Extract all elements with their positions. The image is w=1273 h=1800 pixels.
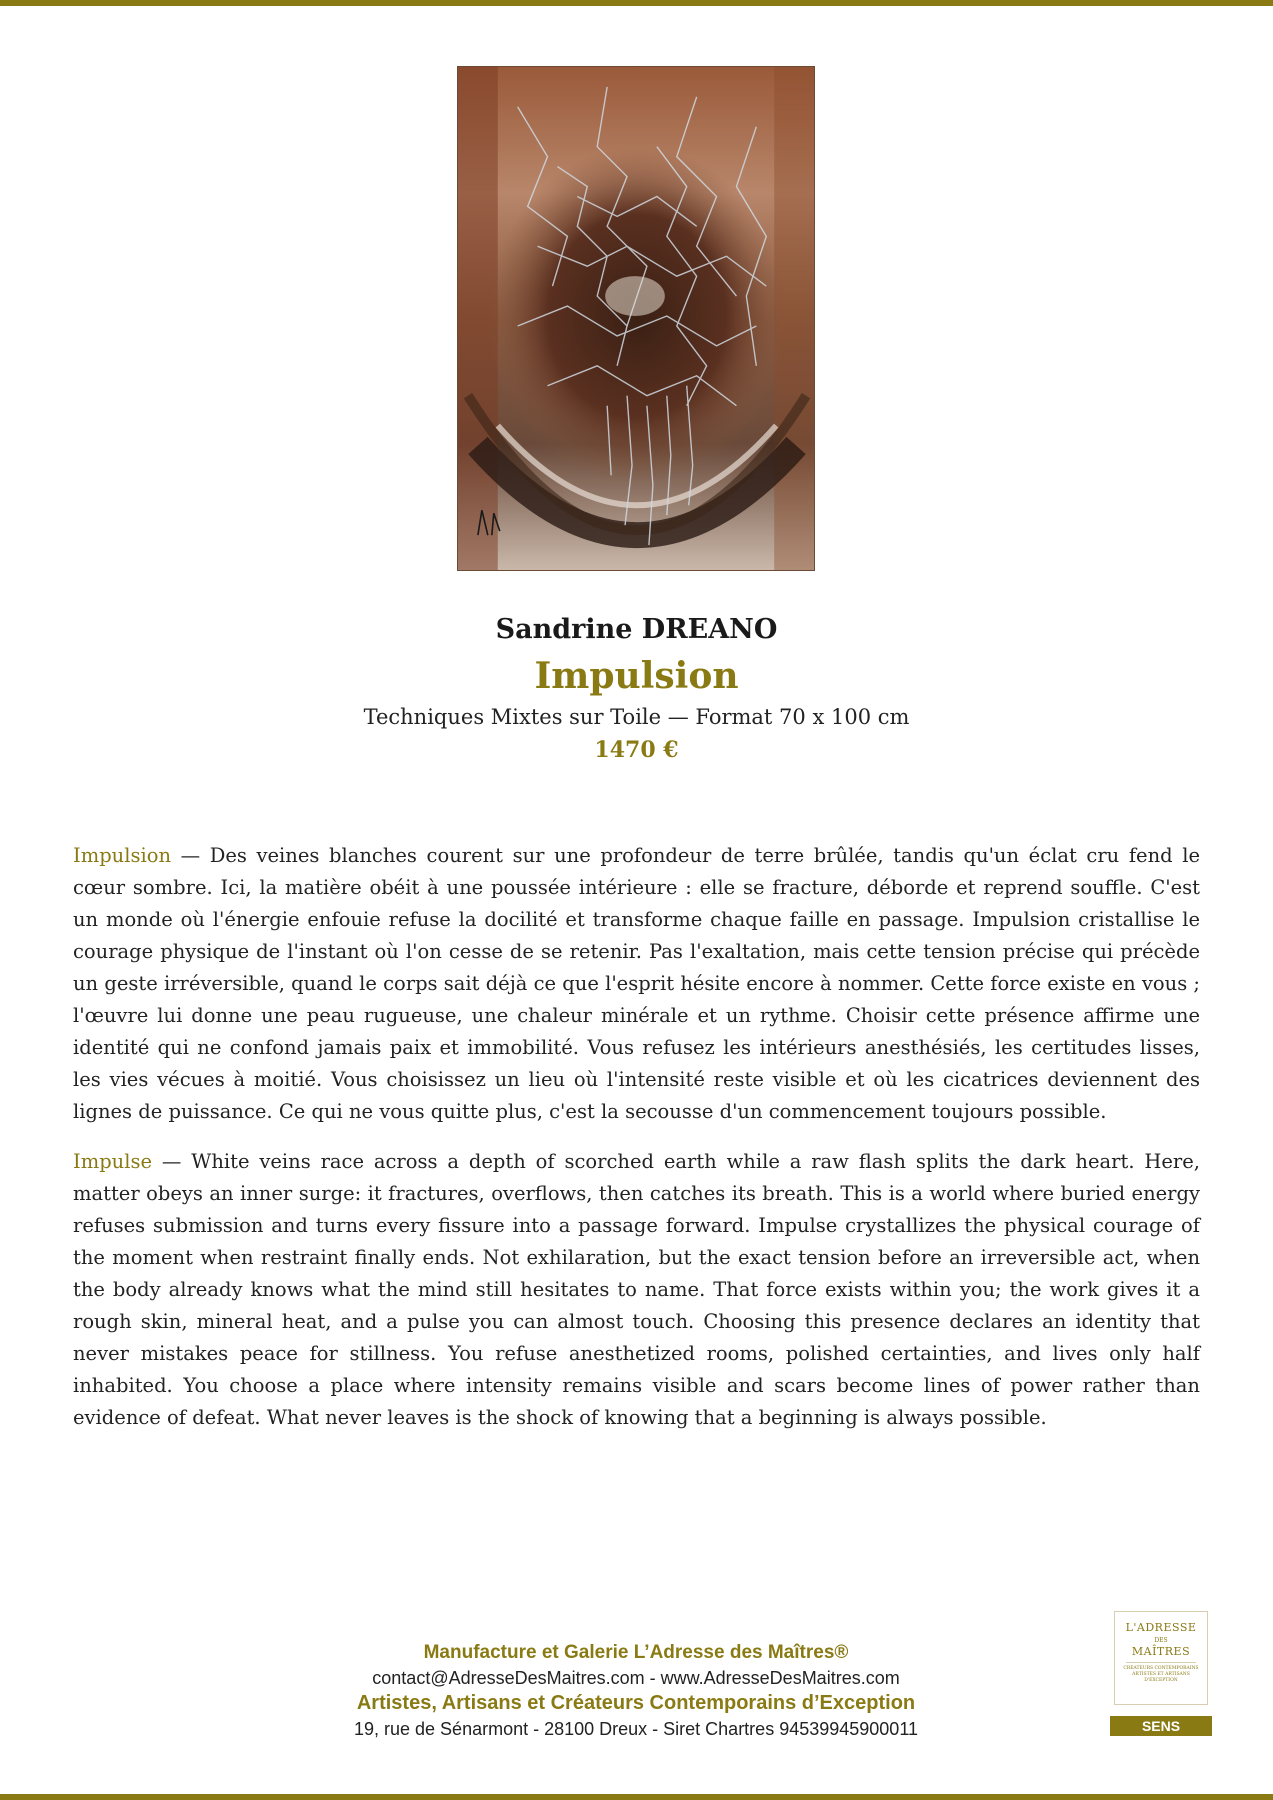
sens-badge: SENS: [1110, 1716, 1212, 1736]
footer-address: 19, rue de Sénarmont - 28100 Dreux - Siret Chartres 94539945900011: [353, 1719, 919, 1739]
description-fr: [73, 840, 1200, 1128]
description-en-body: — White veins race across a depth of scorched earth while a raw flash splits the dark heart. Here, matter obeys an inner surge: it fractures, overflows, then catches its breath. This is a world where buried energy refuses submission and turns every fissure into a passage forward. Impulse crystallizes the physical courage of the moment when restraint finally ends. Not exhilaration, but the exact tension before an irreversible act, when the body already knows what the mind still hesitates to name. That force exists within you; the work gives it a rough skin, mineral heat, and a pulse you can almost touch. Choosing this presence declares an identity that never mistakes peace for stillness. You refuse anesthetized rooms, polished certainties, and lives only half inhabited. You choose a place where intensity remains visible and scars become lines of power rather than evidence of defeat. What never leaves is the shock of knowing that a beginning is always possible.: [73, 1150, 1200, 1429]
artwork-image: [457, 66, 815, 571]
bottom-border: [0, 1794, 1273, 1800]
artwork-price: 1470 €: [594, 737, 679, 763]
logo-line-4: CRÉATEURS CONTEMPORAINS ARTISTES ET ARTISANS D'EXCEPTION: [1123, 1666, 1199, 1683]
description-fr-body: — Des veines blanches courent sur une profondeur de terre brûlée, tandis qu'un éclat cru fend le cœur sombre. Ici, la matière obéit à une poussée intérieure : elle se fracture, déborde et reprend souffle. C'est un monde où l'énergie enfouie refuse la docilité et transforme chaque faille en passage. Impulsion cristallise le courage physique de l'instant où l'on cesse de se retenir. Pas l'exaltation, mais cette tension précise qui précède un geste irréversible, quand le corps sait déjà ce que l'esprit hésite encore à nommer. Cette force existe en vous ; l'œuvre lui donne une peau rugueuse, une chaleur minérale et un rythme. Choisir cette présence affirme une identité qui ne confond jamais paix et immobilité. Vous refusez les intérieurs anesthésiés, les certitudes lisses, les vies vécues à moitié. Vous choisissez un lieu où l'intensité reste visible et où les cicatrices deviennent des lignes de puissance. Ce qui ne vous quitte plus, c'est la secousse d'un commencement toujours possible.: [73, 844, 1200, 1123]
description-en-lead: Impulse: [73, 1150, 153, 1173]
description-fr-lead: Impulsion: [73, 844, 172, 867]
top-border: [0, 0, 1273, 6]
footer: [315, 1640, 957, 1741]
artist-name: Sandrine DREANO: [495, 614, 778, 645]
description-en: [73, 1146, 1200, 1434]
footer-tagline: Artistes, Artisans et Créateurs Contemporains d’Exception: [356, 1692, 916, 1714]
logo-divider: [1126, 1662, 1196, 1663]
logo-line-2: DES: [1154, 1637, 1168, 1644]
gallery-logo: [1114, 1611, 1208, 1705]
footer-contact: contact@AdresseDesMaitres.com - www.AdresseDesMaitres.com: [372, 1668, 900, 1688]
logo-line-1: L'ADRESSE: [1125, 1621, 1197, 1634]
artwork-title: Impulsion: [534, 655, 739, 697]
artwork-technique: Techniques Mixtes sur Toile — Format 70 x 100 cm: [363, 705, 910, 729]
footer-gallery-name: Manufacture et Galerie L’Adresse des Maîtres®: [423, 1642, 849, 1663]
logo-line-3: MAÎTRES: [1131, 1645, 1191, 1658]
